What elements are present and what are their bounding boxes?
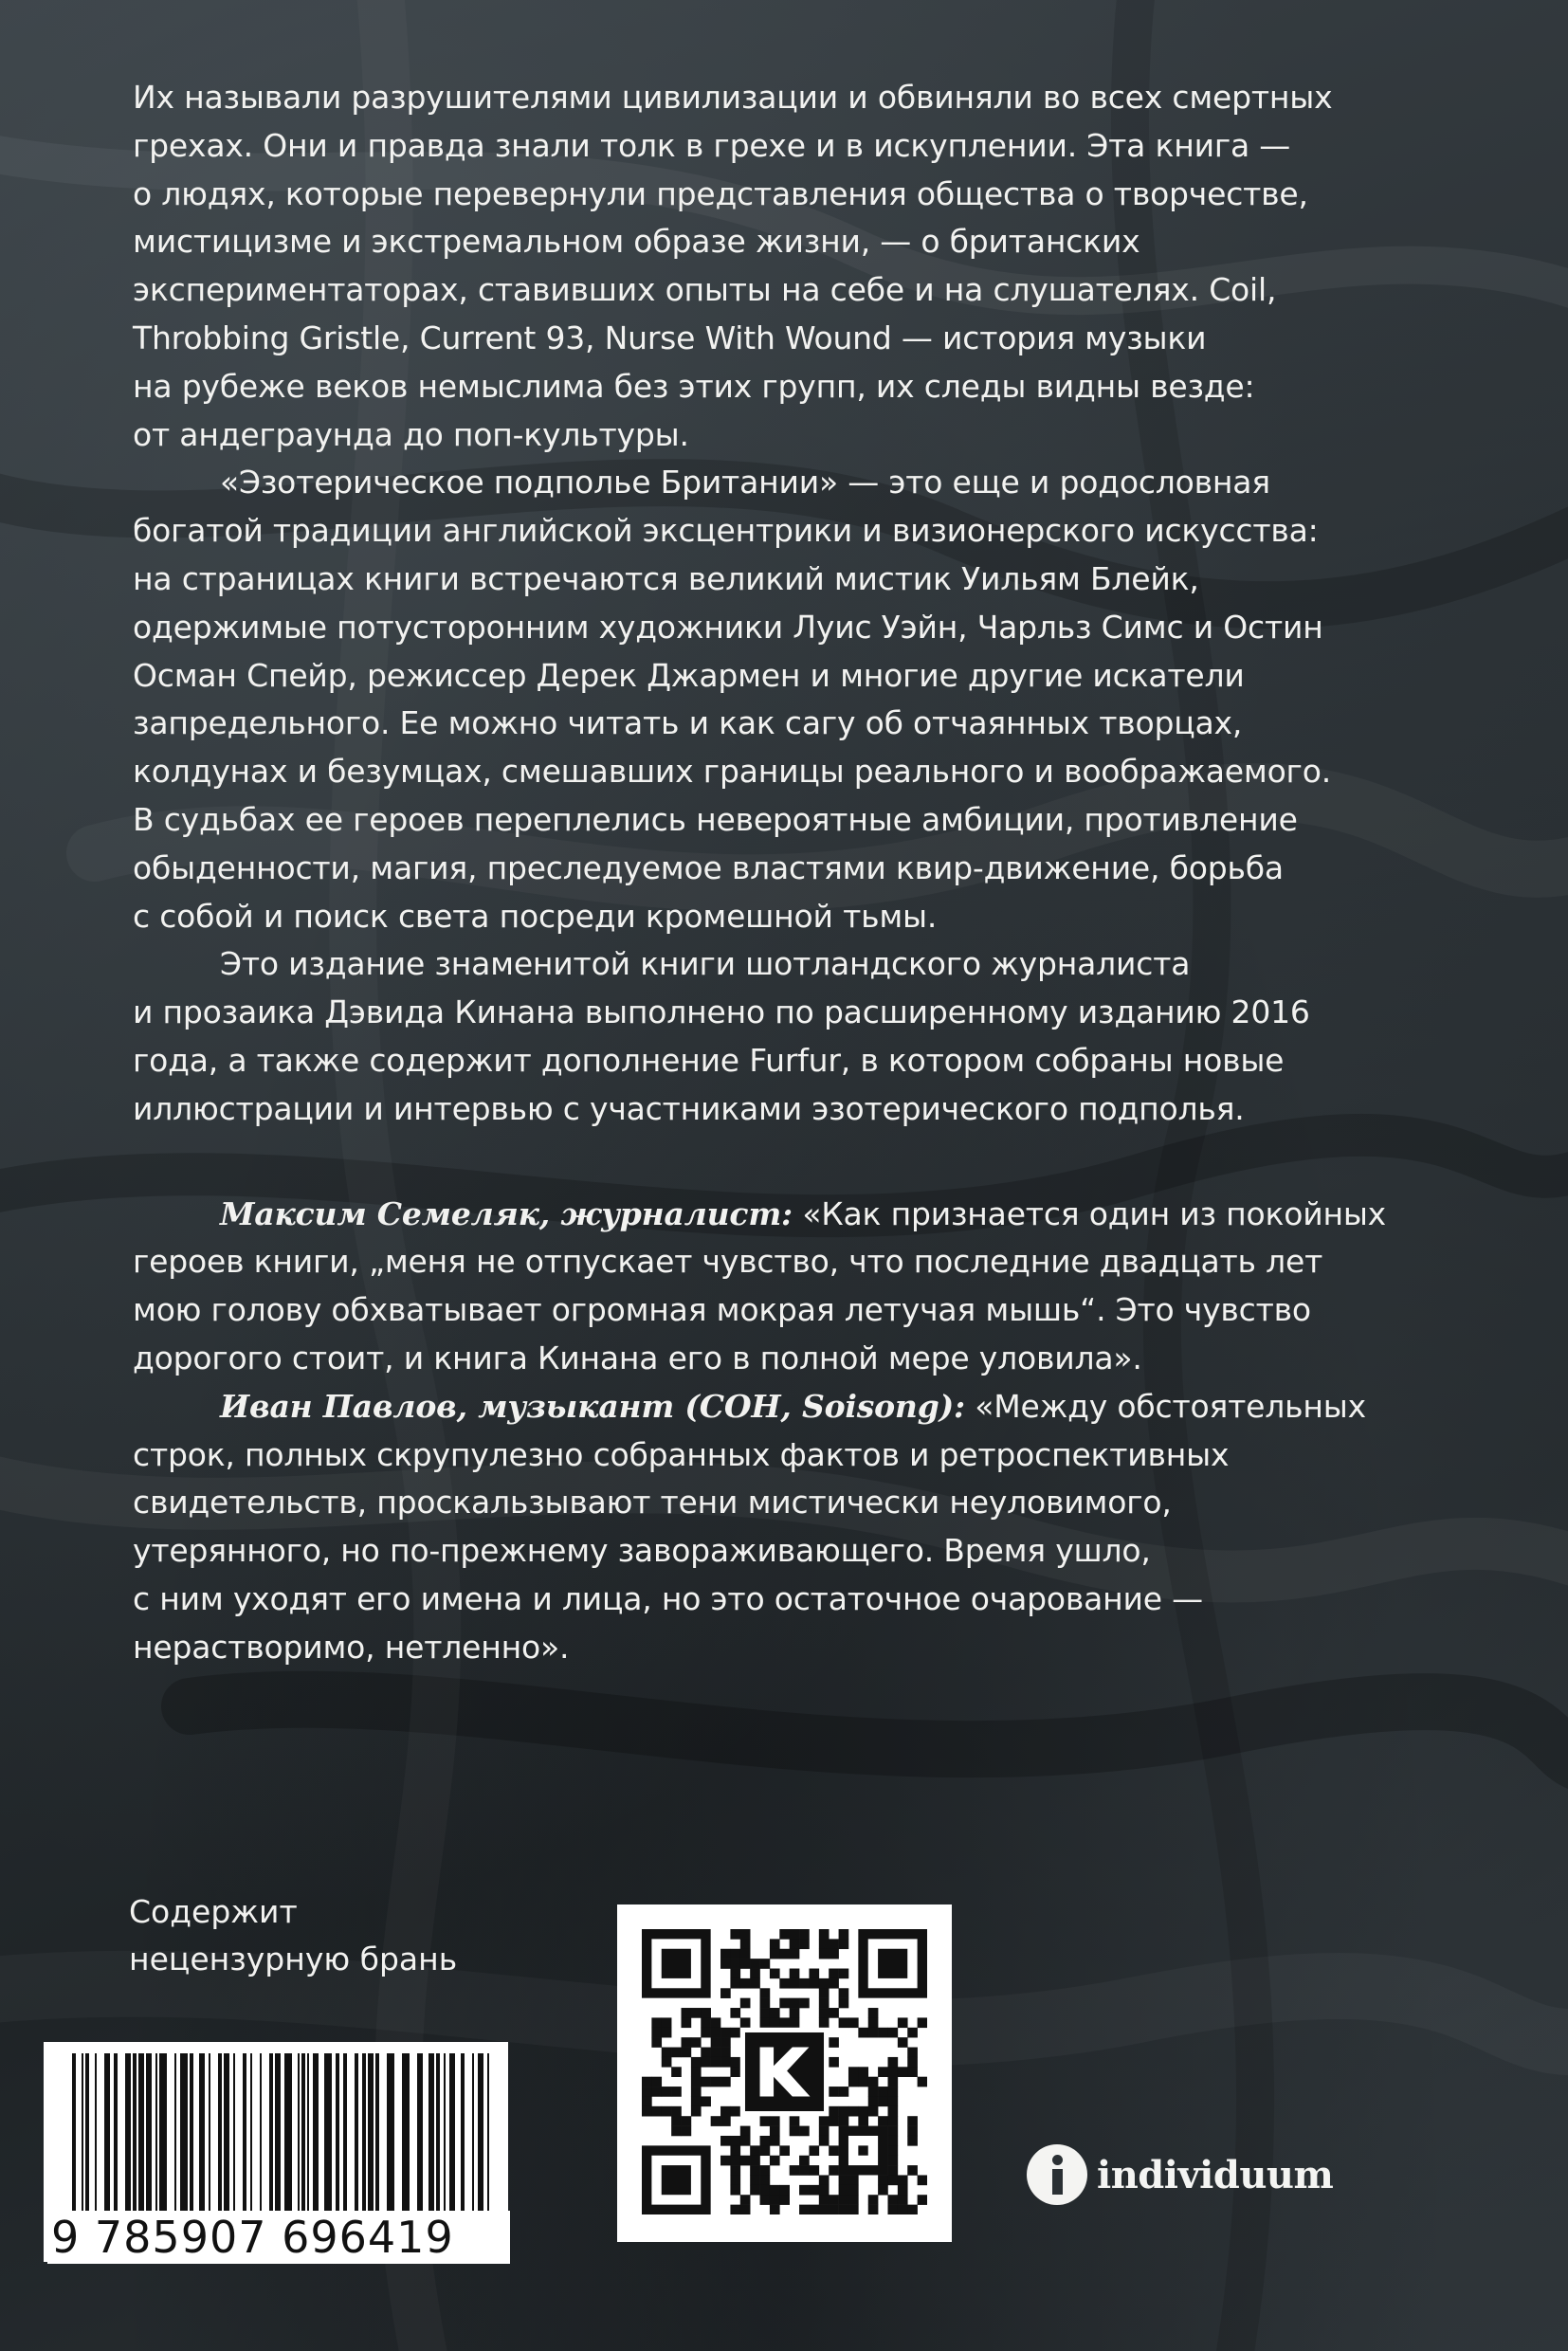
quote-line: строк, полных скрупулезно собранных фактов и ретроспективных [133, 1435, 1230, 1473]
quote-pavlov [133, 1383, 1460, 1672]
blurb-line: экспериментаторах, ставивших опыты на себе и на слушателях. Coil, [133, 271, 1277, 309]
blurb-line: обыденности, магия, преследуемое властями квир-движение, борьба [133, 848, 1284, 886]
section-gap [133, 1134, 1460, 1191]
quote-line: мою голову обхватывает огромная мокрая летучая мышь“. Это чувство [133, 1291, 1311, 1329]
content-warning [129, 1888, 457, 1983]
quote-line: утерянного, но по-прежнему завораживающего. Время ушло, [133, 1532, 1151, 1570]
blurb-paragraph-3 [133, 940, 1460, 1133]
quote-text: «Как признается один из покойных [793, 1194, 1387, 1232]
blurb-line: одержимые потусторонним художники Луис Уэйн, Чарльз Симс и Остин [133, 608, 1323, 646]
blurb-line: мистицизме и экстремальном образе жизни, — о британских [133, 223, 1140, 261]
blurb-line: колдунах и безумцах, смешавших границы реального и воображаемого. [133, 753, 1331, 791]
quote-author: Максим Семеляк, журналист: [220, 1194, 793, 1232]
blurb-line: от андеграунда до поп-культуры. [133, 415, 689, 453]
blurb-line: В судьбах ее героев переплелись невероятные амбиции, противление [133, 800, 1298, 838]
blurb-line: богатой традиции английской эксцентрики и визионерского искусства: [133, 512, 1319, 550]
blurb-line: иллюстрации и интервью с участниками эзотерического подполья. [133, 1089, 1245, 1127]
quote-line: героев книги, „меня не отпускает чувство, что последние двадцать лет [133, 1243, 1323, 1281]
blurb-line: Осман Спейр, режиссер Дерек Джармен и многие другие искатели [133, 656, 1245, 694]
blurb-line: «Эзотерическое подполье Британии» — это еще и родословная [220, 464, 1270, 501]
blurb-line: с собой и поиск света посреди кромешной тьмы. [133, 897, 938, 935]
blurb-line: года, а также содержит дополнение Furfur, в котором собраны новые [133, 1041, 1285, 1079]
publisher-logo [1027, 2141, 1333, 2208]
blurb-paragraph-2 [133, 459, 1460, 940]
blurb [133, 74, 1460, 1672]
blurb-line: о людях, которые перевернули представления общества о творчестве, [133, 174, 1308, 212]
quote-first-line [133, 1383, 1460, 1431]
blurb-line: запредельного. Ее можно читать и как сагу об отчаянных творцах, [133, 704, 1243, 742]
blurb-line: грехах. Они и правда знали толк в грехе и в искуплении. Эта книга — [133, 126, 1291, 164]
warning-line-2: нецензурную брань [129, 1941, 458, 1977]
blurb-line: Throbbing Gristle, Current 93, Nurse With Wound — история музыки [133, 319, 1207, 356]
blurb-paragraph-1 [133, 74, 1460, 459]
isbn-number: 9 785907 696419 [47, 2211, 510, 2264]
blurb-line: Их называли разрушителями цивилизации и обвиняли во всех смертных [133, 79, 1333, 116]
quote-line: дорогого стоит, и книга Кинана его в полной мере уловила». [133, 1339, 1142, 1376]
qr-code-icon [642, 1929, 927, 2214]
quote-line: нерастворимо, нетленно». [133, 1628, 570, 1666]
quote-semelyak [133, 1191, 1460, 1383]
quote-author: Иван Павлов, музыкант (COH, Soisong): [220, 1387, 965, 1425]
quote-text: «Между обстоятельных [964, 1387, 1366, 1425]
warning-line-1: Содержит [129, 1893, 298, 1930]
blurb-line: на рубеже веков немыслима без этих групп, их следы видны везде: [133, 367, 1255, 405]
publisher-name: individuum [1097, 2152, 1334, 2197]
qr-code[interactable] [617, 1904, 952, 2242]
quote-line: свидетельств, проскальзывают тени мистически неуловимого, [133, 1484, 1172, 1522]
quote-first-line [133, 1191, 1460, 1239]
blurb-line: Это издание знаменитой книги шотландского журналиста [220, 945, 1191, 983]
info-i-icon [1027, 2144, 1087, 2205]
blurb-line: на страницах книги встречаются великий мистик Уильям Блейк, [133, 559, 1199, 597]
isbn-barcode [44, 2042, 508, 2262]
quote-line: с ним уходят его имена и лица, но это остаточное очарование — [133, 1579, 1203, 1617]
blurb-line: и прозаика Дэвида Кинана выполнено по расширенному изданию 2016 [133, 993, 1310, 1031]
